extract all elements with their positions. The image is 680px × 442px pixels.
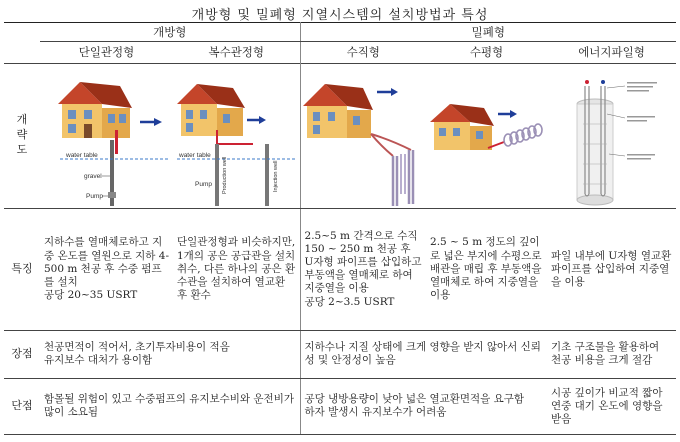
col-header-vertical: 수직형 — [300, 42, 426, 63]
label-pump: Pump — [86, 192, 103, 200]
supply-pipe — [115, 130, 118, 154]
feature-pile: 파일 내부에 U자형 열교환 파이프를 삽입하여 지중열을 이용 — [547, 208, 676, 330]
pros-open: 천공면적이 적어서, 초기투자비용이 적음 유지보수 대처가 용이함 — [40, 330, 300, 378]
house-illustration — [303, 84, 373, 138]
label-water-table: water table — [66, 151, 98, 159]
diagram-vertical-loop — [300, 63, 426, 208]
comparison-table — [4, 22, 676, 435]
label-injection-well: Injection well — [273, 160, 279, 192]
col-header-horizontal: 수평형 — [469, 45, 504, 60]
house-illustration — [58, 82, 132, 138]
group-open-header: 개방형 — [40, 23, 300, 42]
col-header-pile: 에너지파일형 — [578, 45, 645, 60]
col-header-double: 복수관정형 — [208, 45, 265, 60]
energy-pile-illustration — [577, 80, 613, 205]
pile-callout-marks — [627, 82, 657, 160]
house-illustration — [430, 104, 494, 150]
production-well — [215, 144, 219, 206]
group-closed-header: 밀폐형 — [300, 23, 676, 42]
feature-vertical: 2.5~5 m 간격으로 수직 150 ~ 250 m 천공 후 U자형 파이프를 삽입하고 부동액을 열매체로 하여 지중열을 이용 공당 2~3.5 USRT — [300, 208, 426, 330]
cons-open: 함몰될 위험이 있고 수중펌프의 유지보수비와 운전비가 많이 소요됨 — [40, 378, 300, 434]
row-label-features: 특징 — [4, 208, 40, 330]
diagram-energy-pile — [547, 63, 676, 208]
cons-pile: 시공 깊이가 비교적 짧아 연중 대기 온도에 영향을 받음 — [547, 378, 676, 434]
col-header-single: 단일관정형 — [78, 45, 135, 60]
cons-closed: 공당 냉방용량이 낮아 넓은 열교환면적을 요구함 하자 발생시 유지보수가 어려움 — [300, 378, 547, 434]
diagram-single-well — [40, 63, 173, 208]
label-production-well: Production well — [222, 156, 228, 194]
pros-pile: 기초 구조물을 활용하여 천공 비용을 크게 절감 — [547, 330, 676, 378]
label-water-table: water table — [179, 151, 211, 159]
corner-cell — [4, 23, 40, 42]
feature-single: 지하수를 열매체로하고 지중 온도를 열원으로 지하 4-500 m 천공 후 수중 펌프를 설치 공당 20~35 USRT — [40, 208, 173, 330]
vertical-loop — [393, 156, 397, 206]
diagram-horizontal-loop — [426, 63, 547, 208]
row-label-overview: 개 략 도 — [4, 63, 40, 208]
document-title: 개방형 및 밀폐형 지열시스템의 설치방법과 특성 — [191, 8, 489, 23]
feature-horizontal: 2.5 ~ 5 m 정도의 깊이로 넓은 부지에 수평으로 배관을 매립 후 부동액을 열매체로 하여 지중열을 이용 — [426, 208, 547, 330]
house-illustration — [177, 84, 245, 136]
injection-well — [265, 144, 269, 206]
row-label-pros: 장점 — [4, 330, 40, 378]
diagram-double-well — [173, 63, 300, 208]
row-label-cons: 단점 — [4, 378, 40, 434]
label-gravel: gravel — [84, 172, 102, 180]
pros-closed: 지하수나 지질 상태에 크게 영향을 받지 않아서 신뢰성 및 안정성이 높음 — [300, 330, 547, 378]
horizontal-loop-coil — [504, 124, 542, 146]
label-pump: Pump — [195, 180, 212, 188]
feature-double: 단일관정형과 비슷하지만, 1개의 공은 공급관을 설치 취수, 다른 하나의 공은 환수관을 설치하여 열교환 후 환수 — [173, 208, 300, 330]
